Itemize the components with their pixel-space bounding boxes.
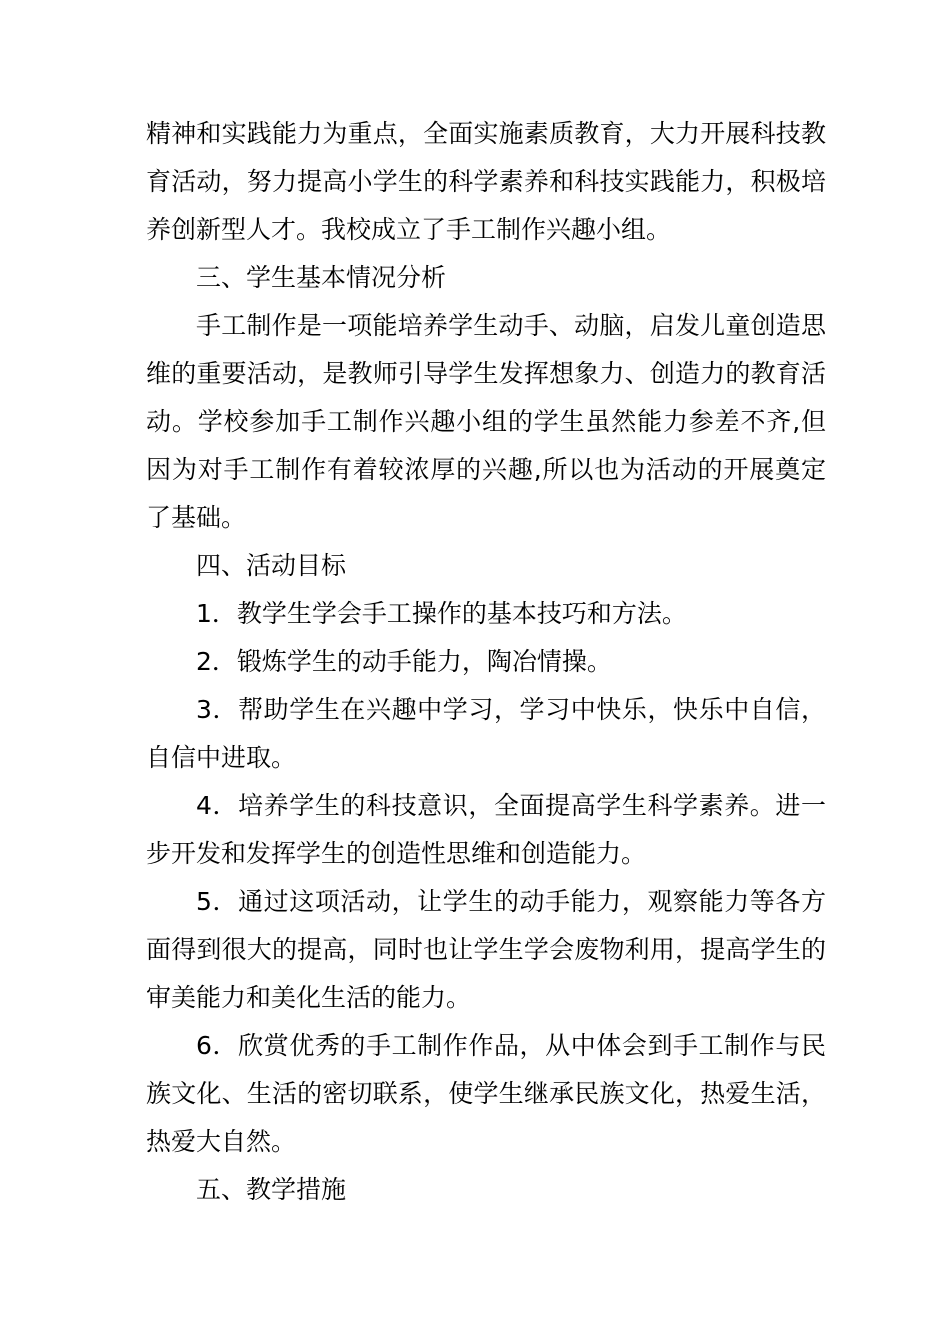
goal-item-6: 6．欣赏优秀的手工制作作品，从中体会到手工制作与民族文化、生活的密切联系，使学生继承民族文化，热爱生活，热爱大自然。 [146, 1031, 826, 1156]
section-heading-student-analysis: 三、学生基本情况分析 [196, 263, 447, 292]
goal-item-3: 3．帮助学生在兴趣中学习，学习中快乐，快乐中自信，自信中进取。 [146, 695, 826, 772]
goal-item-5: 5．通过这项活动，让学生的动手能力，观察能力等各方面得到很大的提高，同时也让学生学会废物利用，提高学生的审美能力和美化生活的能力。 [146, 887, 826, 1012]
section-heading-activity-goals: 四、活动目标 [196, 551, 347, 580]
document-body [146, 110, 826, 1214]
goal-item-1: 1．教学生学会手工操作的基本技巧和方法。 [196, 599, 687, 628]
paragraph-student-analysis: 手工制作是一项能培养学生动手、动脑，启发儿童创造思维的重要活动，是教师引导学生发挥想象力、创造力的教育活动。学校参加手工制作兴趣小组的学生虽然能力参差不齐,但因为对手工制作有着较浓厚的兴趣,所以也为活动的开展奠定了基础。 [146, 311, 826, 532]
goal-item-2: 2．锻炼学生的动手能力，陶冶情操。 [196, 647, 612, 676]
goal-item-4: 4．培养学生的科技意识，全面提高学生科学素养。进一步开发和发挥学生的创造性思维和创造能力。 [146, 791, 826, 868]
paragraph-continuation: 精神和实践能力为重点，全面实施素质教育，大力开展科技教育活动，努力提高小学生的科学素养和科技实践能力，积极培养创新型人才。我校成立了手工制作兴趣小组。 [146, 119, 826, 244]
section-heading-teaching-measures: 五、教学措施 [196, 1175, 347, 1204]
